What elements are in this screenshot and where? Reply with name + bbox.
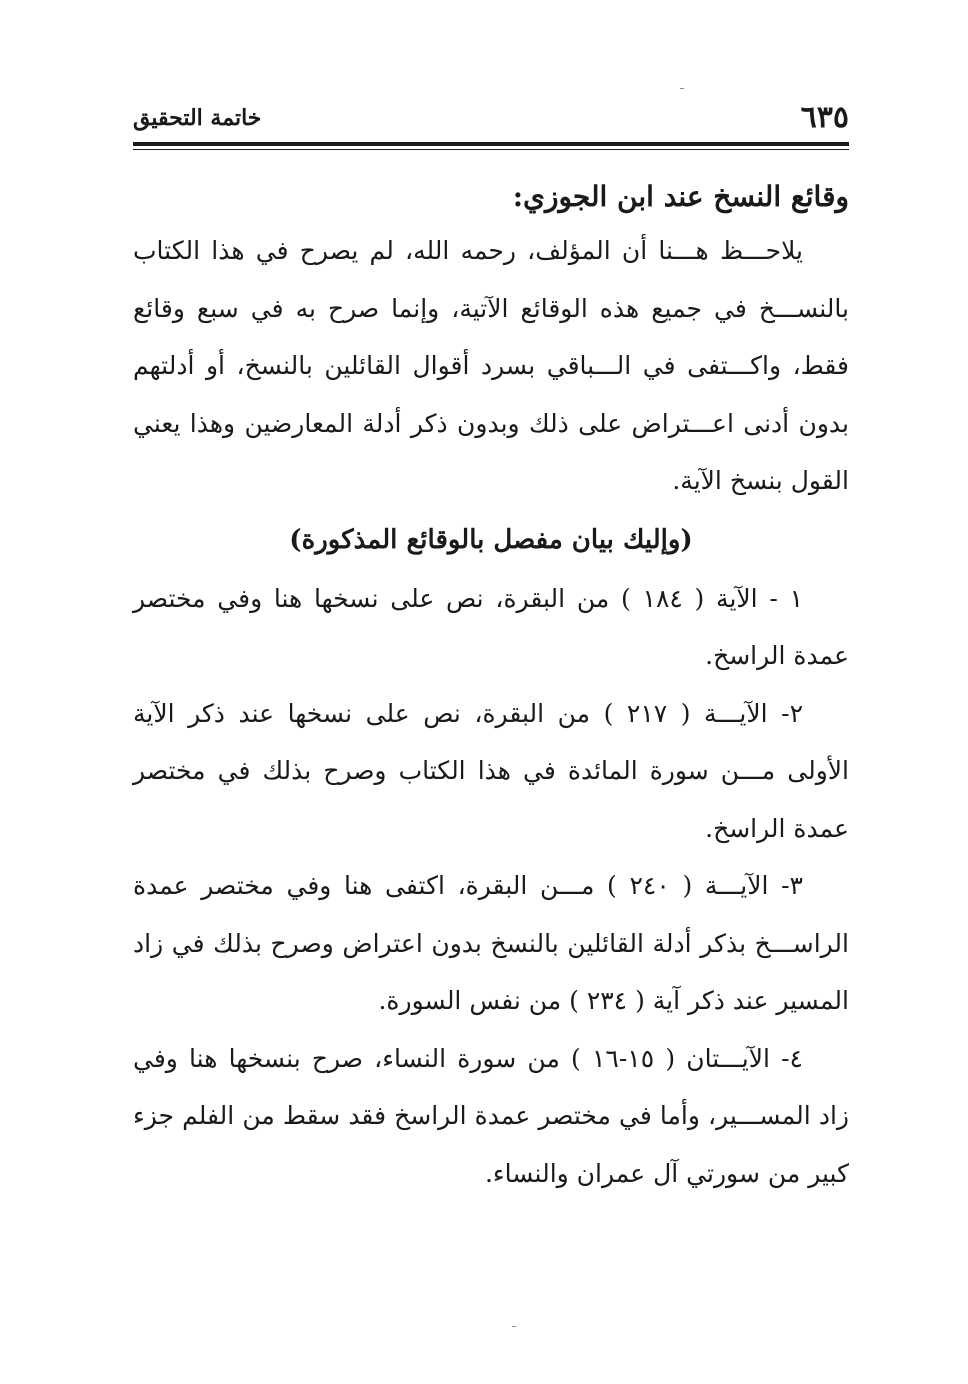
- list-item: ١ - الآية ( ١٨٤ ) من البقرة، نص على نسخها هنا وفي مختصر عمدة الراسخ.: [133, 583, 849, 670]
- list-item: ٢- الآيـــة ( ٢١٧ ) من البقرة، نص على نسخها عند ذكر الآية الأولى مـــن سورة المائدة في هذا الكتاب وصرح بذلك في مختصر عمدة الراسخ.: [133, 698, 849, 843]
- section-heading: وقائع النسخ عند ابن الجوزي:: [512, 180, 849, 213]
- header-rule-thin: [133, 149, 849, 150]
- list-heading: (وإليك بيان مفصل بالوقائع المذكورة): [289, 524, 693, 555]
- list-item: ٤- الآيـــتان ( ١٥-١٦ ) من سورة النساء، صرح بنسخها هنا وفي زاد المســـير، وأما في مختصر عمدة الراسخ فقد سقط من الفلم جزء كبير من سورتي آل عمران والنساء.: [133, 1043, 849, 1188]
- running-head: [133, 100, 849, 136]
- scan-speck: [512, 1326, 516, 1327]
- running-title: خاتمة التحقيق: [133, 105, 262, 131]
- book-page: [133, 100, 849, 1202]
- header-rule-thick: [133, 142, 849, 146]
- scan-speck: [680, 88, 684, 89]
- page-number: ٦٣٥: [800, 100, 849, 135]
- list-item: ٣- الآيـــة ( ٢٤٠ ) مـــن البقرة، اكتفى هنا وفي مختصر عمدة الراســـخ بذكر أدلة القائلين بالنسخ بدون اعتراض وصرح بذلك في زاد المسير عند ذكر آية ( ٢٣٤ ) من نفس السورة.: [133, 871, 849, 1015]
- intro-paragraph: يلاحـــظ هـــنا أن المؤلف، رحمه الله، لم يصرح في هذا الكتاب بالنســـخ في جميع هذه الوقائع الآتية، وإنما صرح به في سبع وقائع فقط، واكـــتفى في الـــباقي بسرد أقوال القائلين بالنسخ، أو أدلتهم بدون أدنى اعـــتراض على ذلك وبدون ذكر أدلة المعارضين وهذا يعني القول بنسخ الآية.: [133, 236, 849, 495]
